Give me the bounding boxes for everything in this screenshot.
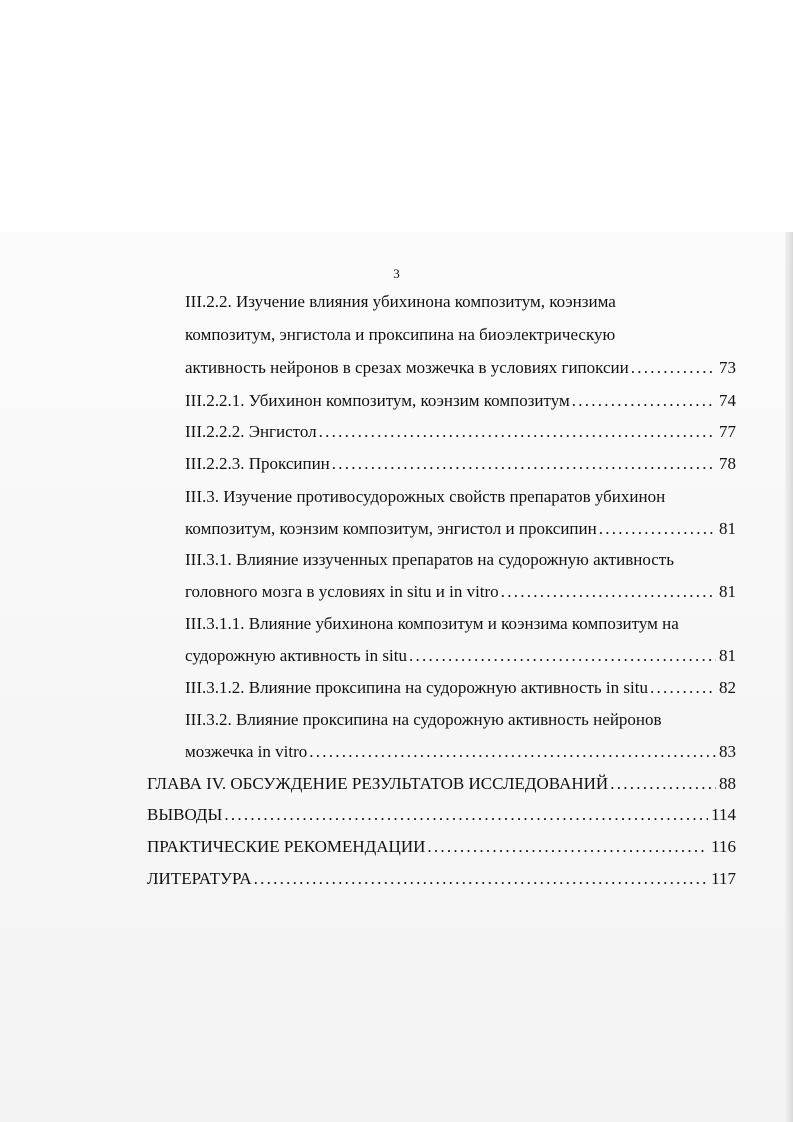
toc-page-number: 78 [719, 454, 736, 473]
dot-leader [309, 735, 716, 768]
toc-page-number: 77 [719, 422, 736, 441]
toc-entry-text-line: III.3.2. Влияние проксипина на судорожную активность нейронов [185, 710, 662, 729]
dot-leader [224, 798, 708, 831]
dot-leader [572, 384, 716, 417]
toc-entry: ЛИТЕРАТУРА . . . 117 [147, 862, 736, 895]
toc-page-number: 74 [719, 391, 736, 410]
toc-entry: активность нейронов в срезах мозжечка в условиях гипоксии . . . 73 [185, 351, 736, 384]
toc-entry: композитум, коэнзим композитум, энгистол и проксипин . . . 81 [185, 512, 736, 545]
dot-leader [599, 512, 716, 545]
scan-edge-shadow [785, 232, 793, 1122]
toc-page-number: 117 [711, 869, 736, 888]
dot-leader [319, 415, 716, 448]
dot-leader [332, 447, 716, 480]
dot-leader [631, 351, 716, 384]
toc-page-number: 82 [719, 678, 736, 697]
dot-leader [254, 862, 709, 895]
toc-page-number: 116 [711, 837, 736, 856]
toc-entry-text-line: III.3.1.1. Влияние убихинона композитум и коэнзима композитум на [185, 614, 679, 633]
toc-entry-text-line: композитум, энгистола и проксипина на биоэлектрическую [185, 325, 616, 344]
toc-entry: головного мозга в условиях in situ и in vitro . . . 81 [185, 575, 736, 608]
toc-entry: ПРАКТИЧЕСКИЕ РЕКОМЕНДАЦИИ . . . 116 [147, 830, 736, 863]
dot-leader [427, 830, 708, 863]
toc-entry: III.2.2.2. Энгистол . . . 77 [185, 415, 736, 448]
toc-page-number: 81 [719, 519, 736, 538]
toc-entry: III.3.1.2. Влияние проксипина на судорожную активность in situ . . . 82 [185, 671, 736, 704]
toc-page-number: 81 [719, 582, 736, 601]
page-number: 3 [393, 266, 400, 281]
toc-entry: ВЫВОДЫ . . . 114 [147, 798, 736, 831]
toc-entry: мозжечка in vitro . . . 83 [185, 735, 736, 768]
toc-entry-text-line: III.2.2. Изучение влияния убихинона композитум, коэнзима [185, 292, 616, 311]
toc-entry: судорожную активность in situ . . . 81 [185, 639, 736, 672]
toc-entry: III.2.2.1. Убихинон композитум, коэнзим композитум . . . 74 [185, 384, 736, 417]
toc-entry-text-line: III.3.1. Влияние иззученных препаратов на судорожную активность [185, 550, 674, 569]
dot-leader [409, 639, 716, 672]
toc-entry-text-line: III.3. Изучение противосудорожных свойств препаратов убихинон [185, 487, 666, 506]
toc-page-number: 81 [719, 646, 736, 665]
toc-entry: ГЛАВА IV. ОБСУЖДЕНИЕ РЕЗУЛЬТАТОВ ИССЛЕДОВАНИЙ . . . 88 [147, 767, 736, 800]
dot-leader [610, 767, 716, 800]
toc-page-number: 73 [719, 358, 736, 377]
dot-leader [650, 671, 716, 704]
dot-leader [501, 575, 716, 608]
toc-page-number: 114 [711, 805, 736, 824]
toc-entry: III.2.2.3. Проксипин . . . 78 [185, 447, 736, 480]
toc-page-number: 88 [719, 774, 736, 793]
toc-page-number: 83 [719, 742, 736, 761]
